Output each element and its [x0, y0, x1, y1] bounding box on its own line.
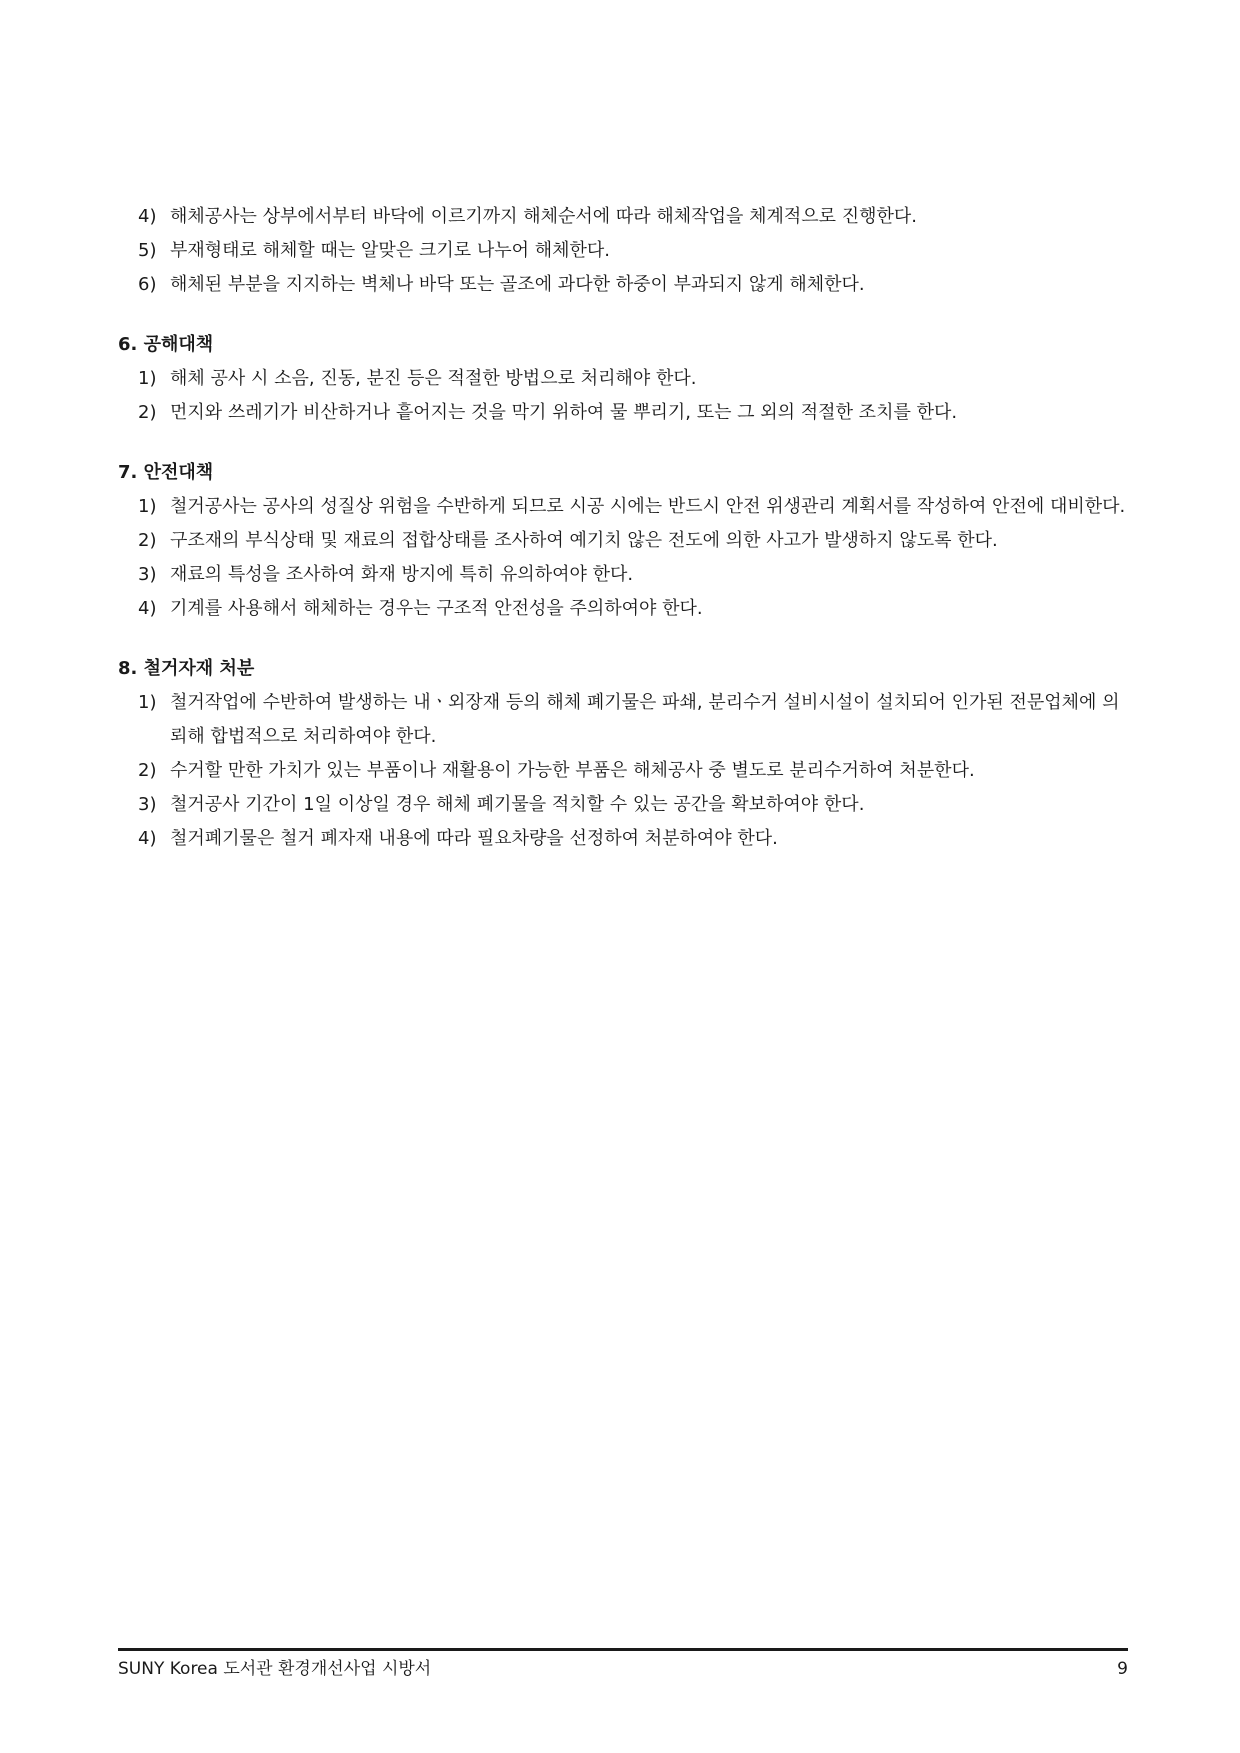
- intro-list: [118, 200, 1128, 302]
- list-item: [118, 524, 1128, 558]
- list-item: [118, 822, 1128, 856]
- footer-divider: [118, 1648, 1128, 1651]
- list-item: [118, 362, 1128, 396]
- section-disposal: [118, 652, 1128, 856]
- item-text: 기계를 사용해서 해체하는 경우는 구조적 안전성을 주의하여야 한다.: [170, 598, 703, 619]
- list-item: [118, 268, 1128, 302]
- item-number: 1): [138, 692, 157, 713]
- item-text: 철거작업에 수반하여 발생하는 내ㆍ외장재 등의 해체 폐기물은 파쇄, 분리수거 설비시설이 설치되어 인가된 전문업체에 의뢰해 합법적으로 처리하여야 한다.: [170, 692, 1120, 747]
- section-heading: 6. 공해대책: [118, 334, 214, 355]
- item-text: 부재형태로 해체할 때는 알맞은 크기로 나누어 해체한다.: [170, 240, 610, 261]
- item-text: 수거할 만한 가치가 있는 부품이나 재활용이 가능한 부품은 해체공사 중 별도로 분리수거하여 처분한다.: [170, 760, 975, 781]
- item-number: 5): [138, 240, 157, 261]
- item-text: 철거공사 기간이 1일 이상일 경우 해체 폐기물을 적치할 수 있는 공간을 확보하여야 한다.: [170, 794, 865, 815]
- section-heading: 8. 철거자재 처분: [118, 658, 255, 679]
- item-text: 해체공사는 상부에서부터 바닥에 이르기까지 해체순서에 따라 해체작업을 체계적으로 진행한다.: [170, 206, 918, 227]
- item-text: 먼지와 쓰레기가 비산하거나 흩어지는 것을 막기 위하여 물 뿌리기, 또는 그 외의 적절한 조치를 한다.: [170, 402, 958, 423]
- item-number: 4): [138, 206, 157, 227]
- document-body: [118, 200, 1128, 856]
- item-text: 재료의 특성을 조사하여 화재 방지에 특히 유의하여야 한다.: [170, 564, 634, 585]
- item-number: 2): [138, 402, 157, 423]
- list-item: [118, 686, 1128, 754]
- list-item: [118, 490, 1128, 524]
- list-item: [118, 558, 1128, 592]
- item-text: 철거폐기물은 철거 폐자재 내용에 따라 필요차량을 선정하여 처분하여야 한다.: [170, 828, 778, 849]
- item-number: 2): [138, 760, 157, 781]
- page-number: 9: [1117, 1659, 1128, 1679]
- item-number: 6): [138, 274, 157, 295]
- item-text: 구조재의 부식상태 및 재료의 접합상태를 조사하여 예기치 않은 전도에 의한 사고가 발생하지 않도록 한다.: [170, 530, 998, 551]
- item-text: 해체된 부분을 지지하는 벽체나 바닥 또는 골조에 과다한 하중이 부과되지 않게 해체한다.: [170, 274, 865, 295]
- item-number: 3): [138, 564, 157, 585]
- section-pollution: [118, 328, 1128, 430]
- list-item: [118, 396, 1128, 430]
- item-number: 4): [138, 828, 157, 849]
- item-number: 3): [138, 794, 157, 815]
- item-number: 4): [138, 598, 157, 619]
- item-number: 1): [138, 368, 157, 389]
- item-text: 해체 공사 시 소음, 진동, 분진 등은 적절한 방법으로 처리해야 한다.: [170, 368, 697, 389]
- list-item: [118, 788, 1128, 822]
- section-safety: [118, 456, 1128, 626]
- section-heading: 7. 안전대책: [118, 462, 214, 483]
- item-number: 1): [138, 496, 157, 517]
- item-text: 철거공사는 공사의 성질상 위험을 수반하게 되므로 시공 시에는 반드시 안전 위생관리 계획서를 작성하여 안전에 대비한다.: [170, 496, 1126, 517]
- list-item: [118, 200, 1128, 234]
- list-item: [118, 592, 1128, 626]
- list-item: [118, 754, 1128, 788]
- footer-title: SUNY Korea 도서관 환경개선사업 시방서: [118, 1659, 432, 1679]
- list-item: [118, 234, 1128, 268]
- item-number: 2): [138, 530, 157, 551]
